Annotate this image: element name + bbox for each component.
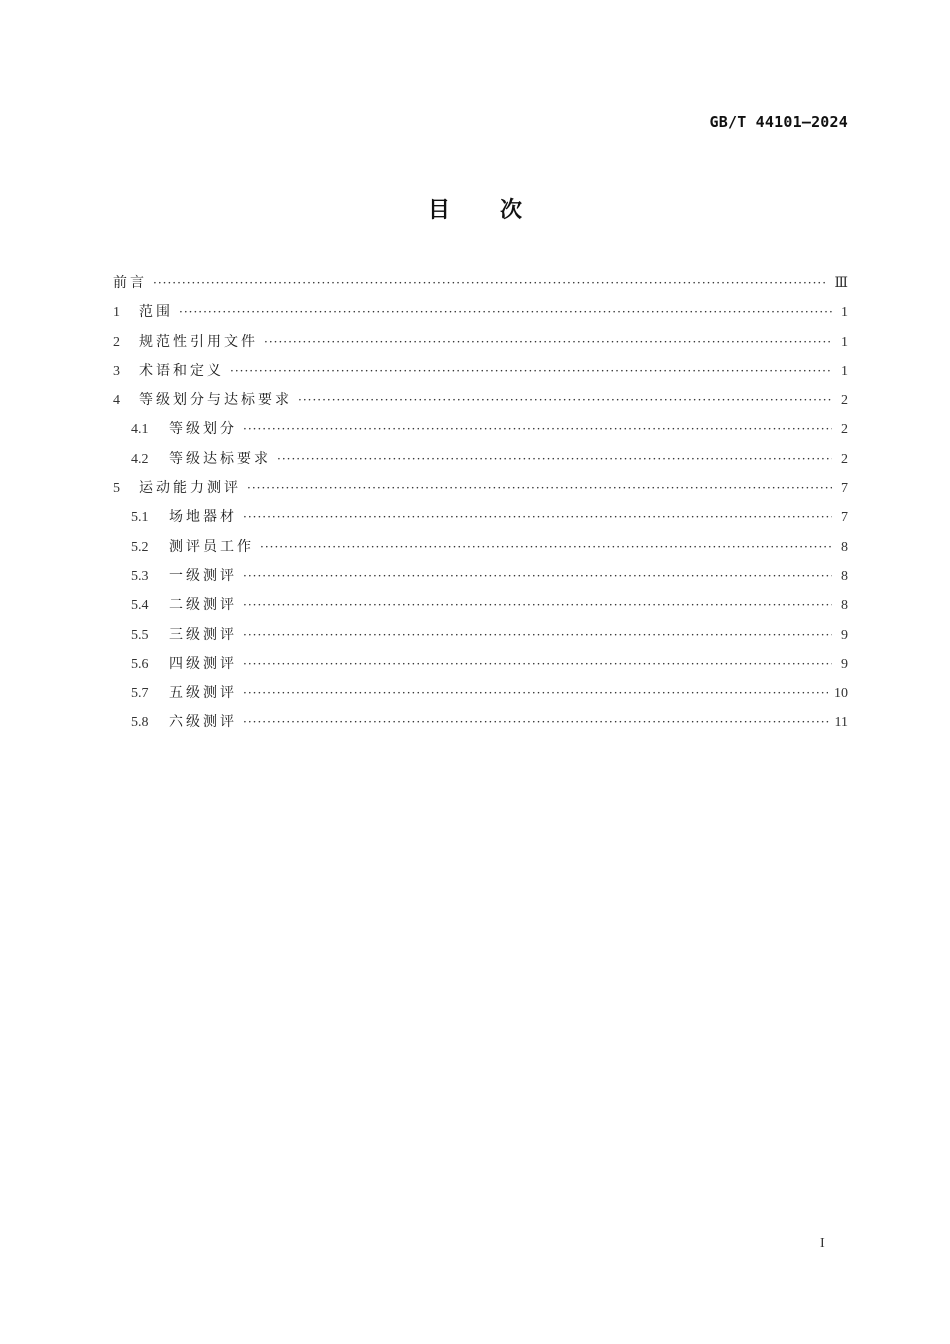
toc-entry-label: 运动能力测评 bbox=[139, 480, 241, 497]
toc-entry-foreword[interactable] bbox=[113, 269, 848, 298]
toc-entry-number: 5.3 bbox=[131, 568, 149, 584]
toc-entry-page: 7 bbox=[841, 481, 848, 497]
toc-leader-dots bbox=[260, 533, 832, 562]
toc-leader-dots bbox=[298, 386, 832, 415]
toc-entry-label: 等级达标要求 bbox=[169, 450, 271, 467]
toc-entry-4-1[interactable] bbox=[113, 415, 848, 444]
standard-number: GB/T 44101—2024 bbox=[709, 113, 848, 131]
toc-leader-dots bbox=[243, 503, 832, 532]
toc-entry-page: 2 bbox=[841, 451, 848, 467]
toc-entry-5-7[interactable] bbox=[113, 679, 848, 708]
toc-leader-dots bbox=[243, 591, 832, 620]
toc-entry-number: 5.8 bbox=[131, 715, 149, 731]
toc-entry-number: 5.5 bbox=[131, 627, 149, 643]
toc-entry-page: 10 bbox=[834, 686, 848, 702]
toc-entry-page: 8 bbox=[841, 568, 848, 584]
toc-entry-label: 术语和定义 bbox=[139, 362, 224, 379]
toc-entry-page: 7 bbox=[841, 510, 848, 526]
toc-entry-number: 4 bbox=[113, 393, 120, 409]
toc-entry-page: 8 bbox=[841, 598, 848, 614]
toc-entry-number: 5.2 bbox=[131, 539, 149, 555]
toc-entry-number: 5.4 bbox=[131, 598, 149, 614]
page-title: 目次 bbox=[427, 198, 572, 223]
toc-entry-number: 4.1 bbox=[131, 422, 149, 438]
toc-leader-dots bbox=[243, 562, 832, 591]
toc-entry-2[interactable] bbox=[113, 328, 848, 357]
toc-entry-number: 3 bbox=[113, 363, 120, 379]
toc-entry-5-2[interactable] bbox=[113, 533, 848, 562]
toc-entry-5-6[interactable] bbox=[113, 650, 848, 679]
toc-entry-5-1[interactable] bbox=[113, 503, 848, 532]
toc-entry-number: 2 bbox=[113, 334, 120, 350]
toc-entry-label: 范围 bbox=[139, 304, 173, 321]
toc-leader-dots bbox=[277, 445, 832, 474]
toc-entry-page: 2 bbox=[841, 422, 848, 438]
toc-entry-3[interactable] bbox=[113, 357, 848, 386]
toc-entry-page: 1 bbox=[841, 305, 848, 321]
toc-leader-dots bbox=[243, 415, 832, 444]
toc-entry-page: Ⅲ bbox=[834, 276, 848, 291]
toc-entry-page: 1 bbox=[841, 363, 848, 379]
toc-entry-label: 前言 bbox=[113, 275, 147, 291]
toc-leader-dots bbox=[264, 328, 832, 357]
toc-entry-4[interactable] bbox=[113, 386, 848, 415]
toc-entry-number: 5 bbox=[113, 481, 120, 497]
toc-entry-number: 5.1 bbox=[131, 510, 149, 526]
toc-leader-dots bbox=[247, 474, 832, 503]
toc-entry-page: 1 bbox=[841, 334, 848, 350]
table-of-contents bbox=[113, 269, 848, 738]
toc-entry-page: 8 bbox=[841, 539, 848, 555]
toc-entry-page: 9 bbox=[841, 627, 848, 643]
toc-entry-5[interactable] bbox=[113, 474, 848, 503]
toc-leader-dots bbox=[243, 621, 832, 650]
toc-leader-dots bbox=[153, 269, 828, 298]
toc-leader-dots bbox=[243, 679, 828, 708]
toc-entry-5-3[interactable] bbox=[113, 562, 848, 591]
toc-entry-1[interactable] bbox=[113, 298, 848, 327]
toc-entry-page: 11 bbox=[834, 715, 848, 731]
page-number: I bbox=[820, 1236, 825, 1251]
toc-entry-label: 六级测评 bbox=[169, 714, 237, 731]
toc-entry-5-8[interactable] bbox=[113, 708, 848, 737]
toc-entry-label: 场地器材 bbox=[169, 509, 237, 526]
toc-entry-5-5[interactable] bbox=[113, 621, 848, 650]
toc-entry-page: 9 bbox=[841, 656, 848, 672]
toc-entry-label: 一级测评 bbox=[169, 567, 237, 584]
toc-entry-label: 等级划分与达标要求 bbox=[139, 392, 292, 409]
toc-entry-label: 五级测评 bbox=[169, 685, 237, 702]
toc-entry-label: 三级测评 bbox=[169, 626, 237, 643]
toc-entry-number: 5.6 bbox=[131, 656, 149, 672]
toc-entry-page: 2 bbox=[841, 393, 848, 409]
toc-entry-label: 二级测评 bbox=[169, 597, 237, 614]
toc-entry-number: 5.7 bbox=[131, 686, 149, 702]
toc-entry-label: 测评员工作 bbox=[169, 538, 254, 555]
toc-entry-4-2[interactable] bbox=[113, 445, 848, 474]
toc-leader-dots bbox=[179, 298, 832, 327]
toc-entry-label: 等级划分 bbox=[169, 421, 237, 438]
toc-entry-label: 规范性引用文件 bbox=[139, 333, 258, 350]
toc-leader-dots bbox=[243, 650, 832, 679]
toc-leader-dots bbox=[243, 708, 829, 737]
toc-entry-5-4[interactable] bbox=[113, 591, 848, 620]
toc-entry-label: 四级测评 bbox=[169, 655, 237, 672]
toc-entry-number: 4.2 bbox=[131, 451, 149, 467]
toc-entry-number: 1 bbox=[113, 305, 120, 321]
toc-leader-dots bbox=[230, 357, 832, 386]
